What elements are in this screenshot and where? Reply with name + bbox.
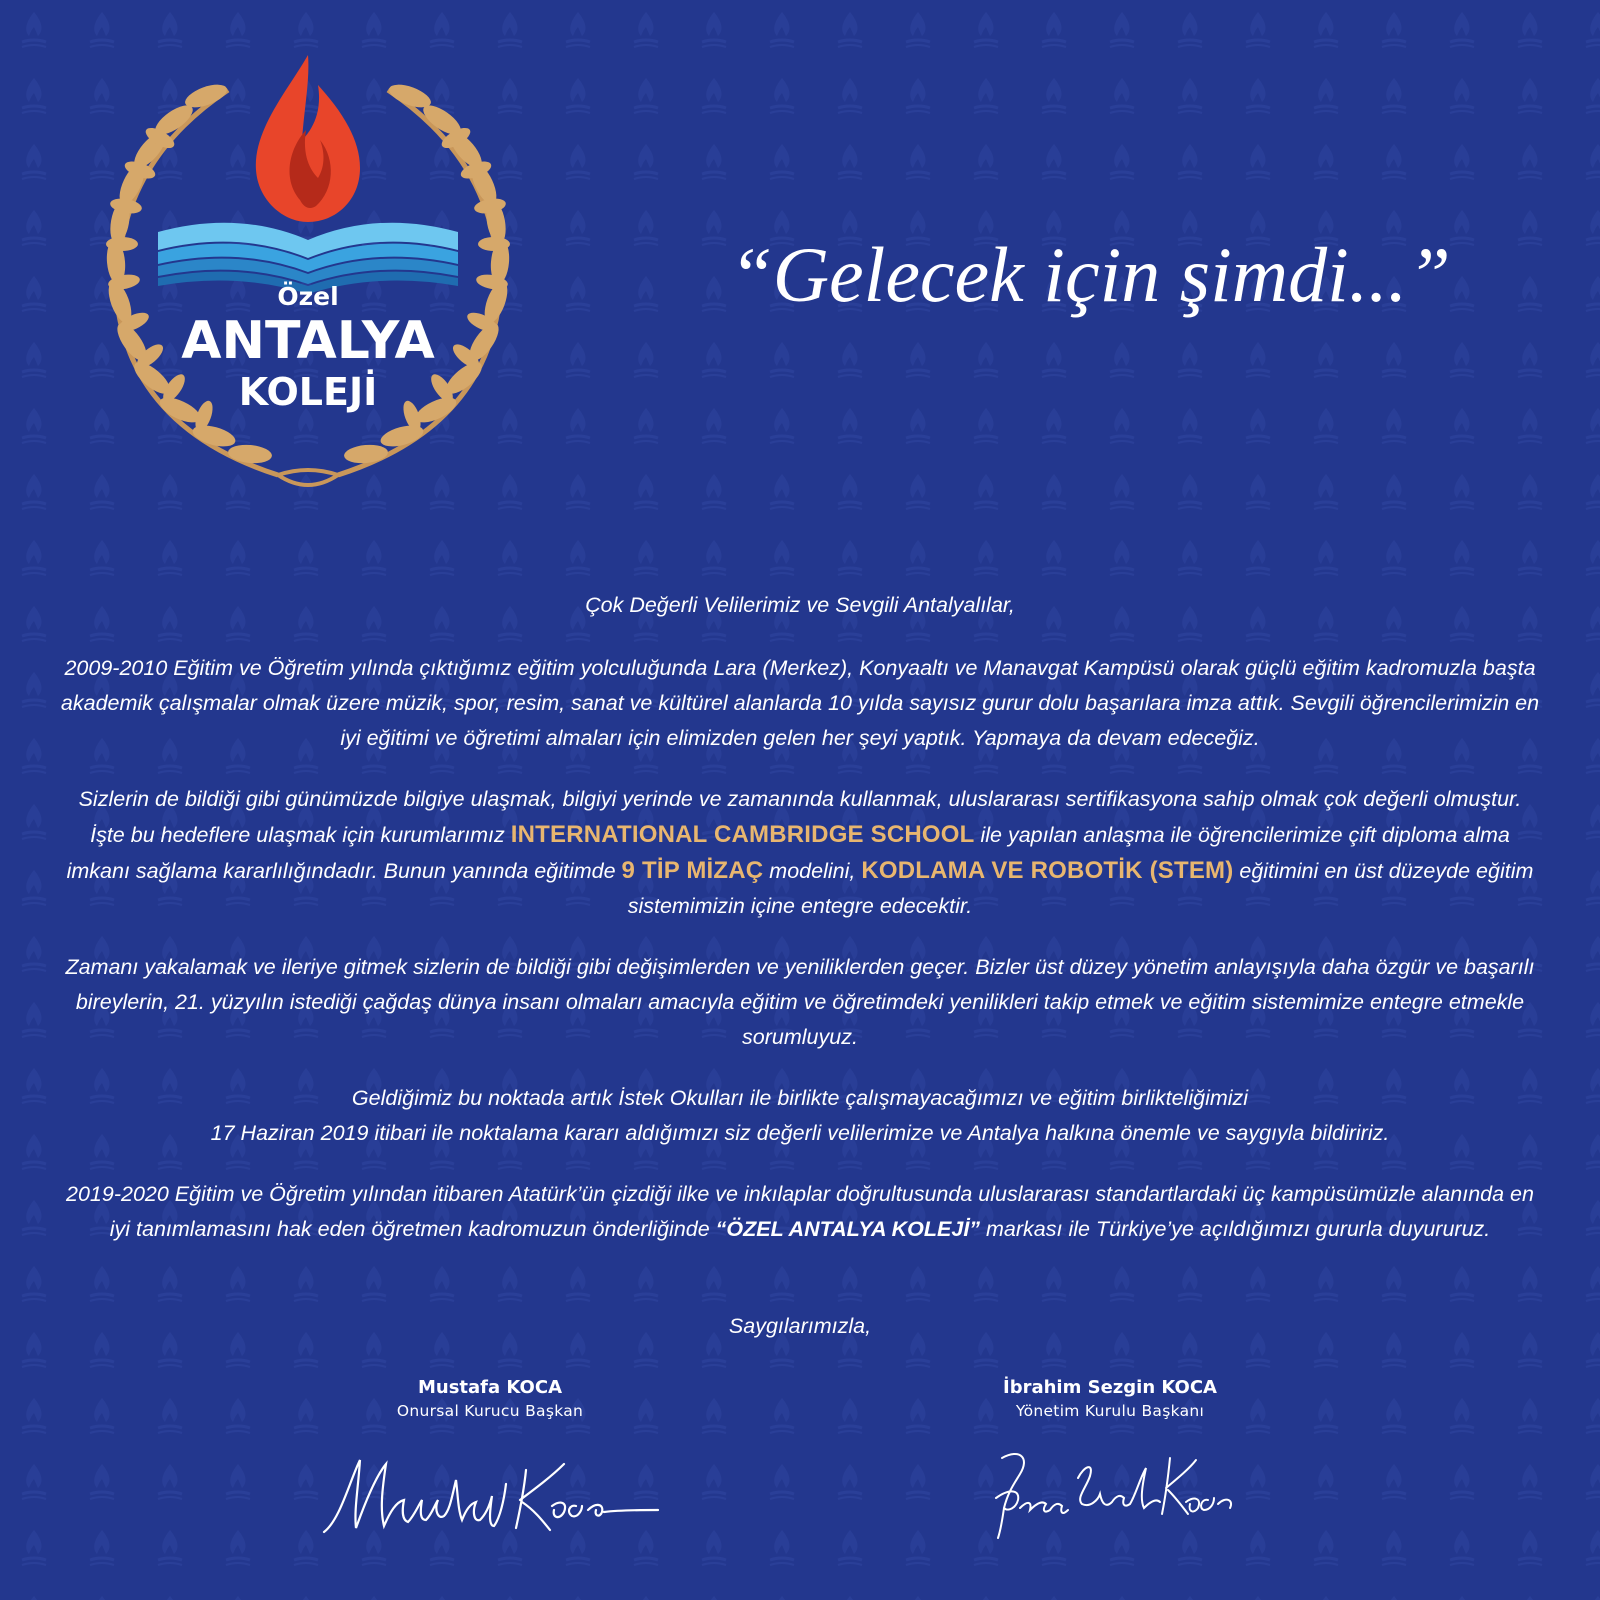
letter-paragraph-3: Zamanı yakalamak ve ileriye gitmek sizlerin de bildiği gibi değişimlerden ve yeniliklerden geçer. Bizler üst düzey yönetim anlayışıyla daha özgür ve başarılı bireylerin, 21. yüzyılın istediği çağdaş dünya insanı olmaları amacıyla eğitim ve öğretimdeki yenilikleri takip etmek ve eğitim sistemimize entegre etmekle sorumluyuz.	[65, 955, 1535, 1049]
signature-right	[990, 1438, 1240, 1548]
letter-paragraph-4	[60, 1081, 1540, 1151]
signatory-title: Yönetim Kurulu Başkanı	[1015, 1402, 1205, 1420]
slogan: “Gelecek için şimdi...”	[729, 231, 1451, 318]
signatory-name: İbrahim Sezgin KOCA	[1003, 1377, 1217, 1398]
paragraph-2-text-4: eğitimini en üst düzeyde eğitim sistemimizin içine entegre edecektir.	[627, 859, 1534, 918]
paragraph-5-text-2: markası ile Türkiye’ye açıldığımızı gururla duyururuz.	[980, 1217, 1491, 1241]
letter-closing: Saygılarımızla,	[728, 1314, 872, 1338]
signatory-name: Mustafa KOCA	[417, 1377, 563, 1398]
logo-text-antalya: ANTALYA	[181, 311, 435, 371]
signatory-left	[360, 1376, 620, 1422]
flame-icon	[256, 55, 360, 222]
signatory-right	[960, 1376, 1260, 1422]
highlight-stem: KODLAMA VE ROBOTİK (STEM)	[861, 857, 1234, 884]
letter-greeting: Çok Değerli Velilerimiz ve Sevgili Antalyalılar,	[585, 593, 1015, 617]
paragraph-4-line-1: Geldiğimiz bu noktada artık İstek Okulları ile birlikte çalışmayacağımızı ve eğitim birlikteliğimizi	[351, 1086, 1249, 1110]
letter-body	[60, 588, 1540, 1273]
letter-paragraph-2	[60, 782, 1540, 924]
logo-text-koleji: KOLEJİ	[238, 370, 378, 414]
highlight-cambridge: INTERNATIONAL CAMBRIDGE SCHOOL	[510, 821, 975, 848]
paragraph-2-text-2: ile yapılan anlaşma ile öğrencilerimize çift diploma alma imkanı sağlama kararlılığındadır. Bunun yanında eğitimde	[66, 823, 1510, 883]
paragraph-2-text-1: Sizlerin de bildiği gibi günümüzde bilgiye ulaşmak, bilgiyi yerinde ve zamanında kullanmak, uluslararası sertifikasyona sahip olmak çok değerli olmuştur. İşte bu hedeflere ulaşmak için kurumlarımız	[78, 787, 1522, 847]
logo-text-ozel: Özel	[277, 282, 339, 311]
highlight-mizac: 9 TİP MİZAÇ	[621, 857, 764, 884]
paragraph-2-text-3: modelini,	[763, 859, 862, 883]
signature-left	[320, 1440, 660, 1550]
brand-name: “ÖZEL ANTALYA KOLEJİ”	[715, 1217, 981, 1241]
letter-paragraph-5	[60, 1177, 1540, 1247]
paragraph-4-line-2: 17 Haziran 2019 itibari ile noktalama kararı aldığımızı siz değerli velilerimize ve Antalya halkına önemle ve saygıyla bildiririz.	[210, 1121, 1390, 1145]
school-logo	[78, 50, 538, 510]
paragraph-5-text-1: 2019-2020 Eğitim ve Öğretim yılından itibaren Atatürk’ün çizdiği ilke ve inkılaplar doğrultusunda uluslararası standartlardaki üç kampüsümüzle alanında en iyi tanımlamasını hak eden öğretmen kadromuzun önderliğinde	[66, 1182, 1534, 1241]
signatory-title: Onursal Kurucu Başkan	[396, 1402, 584, 1420]
letter-paragraph-1: 2009-2010 Eğitim ve Öğretim yılında çıktığımız eğitim yolculuğunda Lara (Merkez), Konyaaltı ve Manavgat Kampüsü olarak güçlü eğitim kadromuzla başta akademik çalışmalar olmak üzere müzik, spor, resim, sanat ve kültürel alanlarda 10 yılda sayısız gurur dolu başarılara imza attık. Sevgili öğrencilerimizin en iyi eğitimi ve öğretimi almaları için elimizden gelen her şeyi yaptık. Yapmaya da devam edeceğiz.	[60, 656, 1540, 750]
